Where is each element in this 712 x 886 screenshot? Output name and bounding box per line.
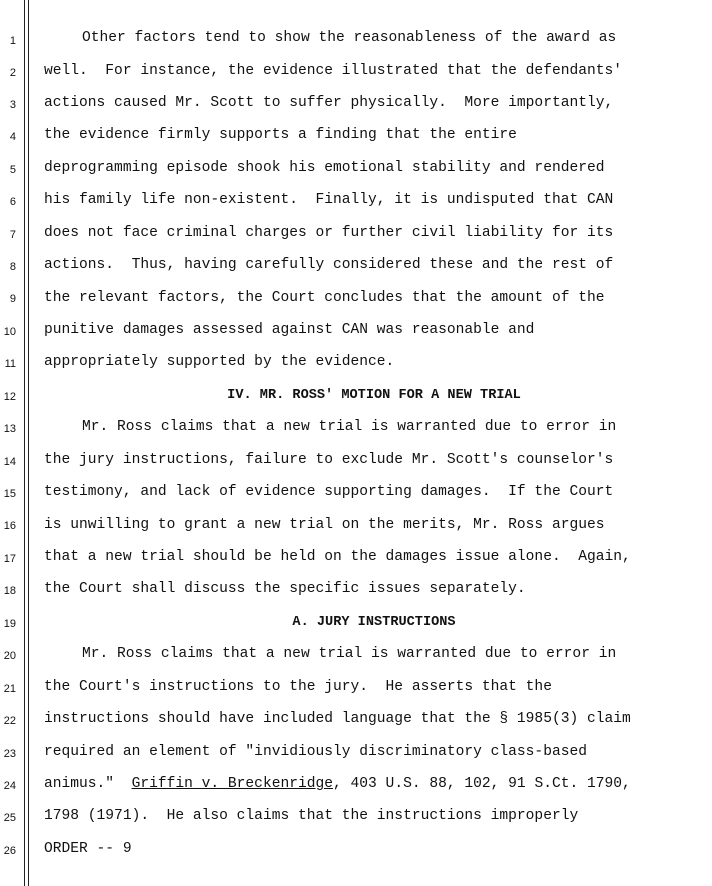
body-text-line: Mr. Ross claims that a new trial is warranted due to error in xyxy=(82,419,617,435)
body-text-line: Mr. Ross claims that a new trial is warranted due to error in xyxy=(82,646,617,662)
body-text-line-citation xyxy=(44,775,704,793)
line-number: 5 xyxy=(9,164,16,176)
line-number: 3 xyxy=(9,99,16,111)
case-citation: Griffin v. Breckenridge xyxy=(131,776,334,792)
body-text-line: well. For instance, the evidence illustrated that the defendants' xyxy=(44,63,623,79)
line-number: 1 xyxy=(9,35,16,47)
section-heading: IV. MR. ROSS' MOTION FOR A NEW TRIAL xyxy=(227,388,521,403)
body-text-line: actions caused Mr. Scott to suffer physically. More importantly, xyxy=(44,95,614,111)
line-number: 13 xyxy=(3,423,16,435)
body-text-line: actions. Thus, having carefully considered these and the rest of xyxy=(44,257,614,273)
line-number: 12 xyxy=(3,391,16,403)
line-number: 8 xyxy=(9,261,16,273)
line-number: 6 xyxy=(9,196,16,208)
left-margin-rule-inner xyxy=(28,0,29,886)
subsection-heading: A. JURY INSTRUCTIONS xyxy=(292,615,456,630)
line-number: 19 xyxy=(3,618,16,630)
page-footer-order: ORDER -- 9 xyxy=(44,841,132,857)
line-number: 17 xyxy=(3,553,16,565)
body-text-line: deprogramming episode shook his emotional stability and rendered xyxy=(44,160,605,176)
body-text-line: the relevant factors, the Court concludes that the amount of the xyxy=(44,290,605,306)
line-number: 15 xyxy=(3,488,16,500)
line-number: 16 xyxy=(3,520,16,532)
body-text-line: Other factors tend to show the reasonableness of the award as xyxy=(82,30,617,46)
body-text-line: is unwilling to grant a new trial on the merits, Mr. Ross argues xyxy=(44,517,605,533)
line-number: 4 xyxy=(9,131,16,143)
line-number: 2 xyxy=(9,67,16,79)
body-text-line: does not face criminal charges or further civil liability for its xyxy=(44,225,614,241)
body-text-line: the Court's instructions to the jury. He asserts that the xyxy=(44,679,552,695)
body-text-line: required an element of "invidiously discriminatory class-based xyxy=(44,744,587,760)
body-text-line: the jury instructions, failure to exclude Mr. Scott's counselor's xyxy=(44,452,614,468)
body-text-line: 1798 (1971). He also claims that the instructions improperly xyxy=(44,808,579,824)
line-number: 26 xyxy=(3,845,16,857)
body-text-line: that a new trial should be held on the damages issue alone. Again, xyxy=(44,549,631,565)
line-number: 18 xyxy=(3,585,16,597)
body-text-line: the Court shall discuss the specific issues separately. xyxy=(44,581,526,597)
line-number: 9 xyxy=(9,293,16,305)
citation-lead: animus." xyxy=(44,776,132,792)
line-number: 14 xyxy=(3,456,16,468)
line-number: 25 xyxy=(3,812,16,824)
line-number: 22 xyxy=(3,715,16,727)
line-number: 7 xyxy=(9,229,16,241)
body-text-line: his family life non-existent. Finally, it is undisputed that CAN xyxy=(44,192,614,208)
left-margin-rule xyxy=(24,0,25,886)
body-text-line: the evidence firmly supports a finding that the entire xyxy=(44,127,517,143)
body-text-line: instructions should have included language that the § 1985(3) claim xyxy=(44,711,631,727)
body-text-line: punitive damages assessed against CAN was reasonable and xyxy=(44,322,535,338)
line-number: 21 xyxy=(3,683,16,695)
line-number: 10 xyxy=(3,326,16,338)
body-text-line: testimony, and lack of evidence supporting damages. If the Court xyxy=(44,484,614,500)
line-number: 20 xyxy=(3,650,16,662)
line-number: 23 xyxy=(3,748,16,760)
line-number: 24 xyxy=(3,780,16,792)
body-text-line: appropriately supported by the evidence. xyxy=(44,354,395,370)
line-number: 11 xyxy=(4,358,16,370)
citation-reporter: , 403 U.S. 88, 102, 91 S.Ct. 1790, xyxy=(333,776,631,792)
